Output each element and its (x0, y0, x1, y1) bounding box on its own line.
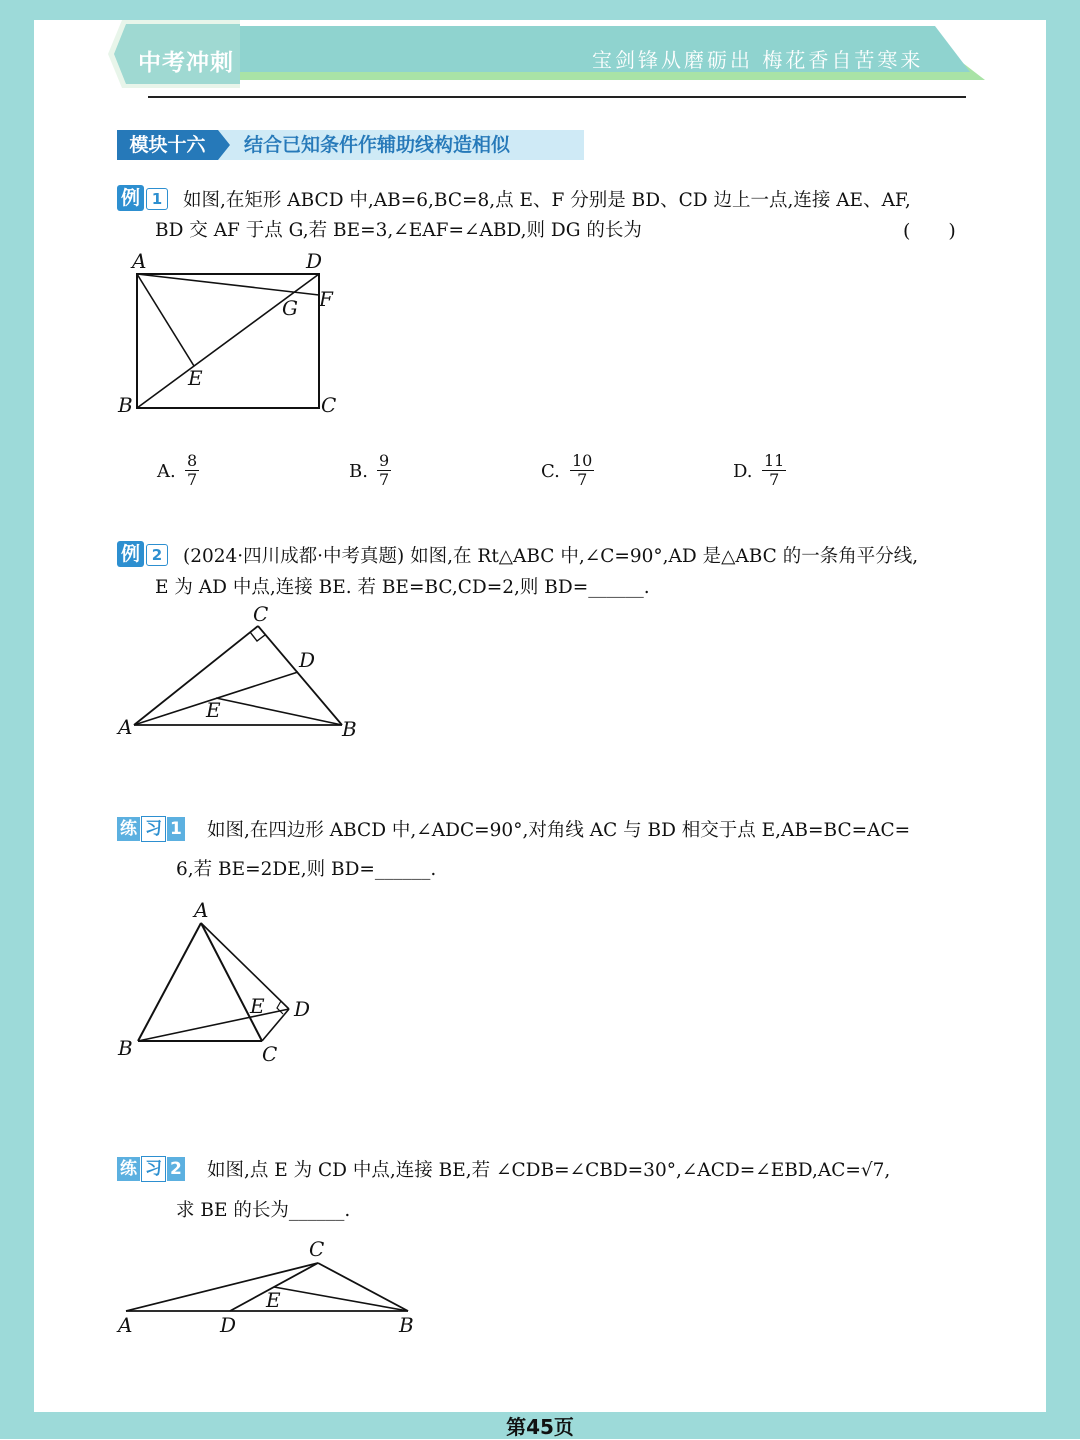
practice-badge-char2: 习 (141, 816, 166, 842)
practice-2-figure (110, 1236, 430, 1346)
segment-ac (126, 1263, 318, 1311)
example-badge-number: 2 (146, 544, 168, 566)
example-badge-label: 例 (117, 541, 144, 567)
fig1-label-g: G (282, 296, 298, 320)
fig4-label-d: D (220, 1313, 237, 1337)
practice-badge-char2: 习 (141, 1156, 166, 1182)
choice-a-numerator: 8 (187, 451, 198, 470)
fig3-label-c: C (262, 1042, 278, 1066)
choice-a-letter: A. (157, 461, 176, 482)
segment-ad (201, 923, 289, 1009)
example-2-badge (117, 541, 168, 567)
module-label: 模块十六 (117, 130, 218, 160)
example-2-text-line1: (2024·四川成都·中考真题) 如图,在 Rt△ABC 中,∠C=90°,AD 是△ABC 的一条角平分线, (183, 546, 919, 567)
practice-2-badge (117, 1155, 186, 1181)
practice-1-badge (117, 815, 186, 841)
header-banner-end (920, 26, 970, 72)
practice-badge-char1: 练 (117, 817, 140, 841)
segment-ac (201, 923, 262, 1041)
fig2-label-a: A (118, 715, 133, 739)
choice-c-fraction (570, 452, 594, 489)
practice-1-text-line1: 如图,在四边形 ABCD 中,∠ADC=90°,对角线 AC 与 BD 相交于点 E,AB=BC=AC= (207, 820, 911, 841)
practice-1-figure (110, 895, 330, 1075)
fig3-label-b: B (118, 1036, 133, 1060)
fig1-label-e: E (188, 366, 203, 390)
page-number: 第45页 (506, 1415, 574, 1439)
example-1-text-line2: BD 交 AF 于点 G,若 BE=3,∠EAF=∠ABD,则 DG 的长为 (155, 220, 642, 241)
choice-b-fraction (377, 452, 391, 489)
module-title: 结合已知条件作辅助线构造相似 (244, 134, 511, 156)
practice-2-text-line2: 求 BE 的长为______. (176, 1200, 351, 1221)
fig2-label-c: C (253, 602, 269, 626)
choice-b-letter: B. (349, 461, 368, 482)
diagonal-bd (137, 274, 319, 408)
fig1-label-a: A (132, 249, 147, 273)
right-angle-mark (250, 632, 265, 641)
practice-2-text-line1: 如图,点 E 为 CD 中点,连接 BE,若 ∠CDB=∠CBD=30°,∠ACD=∠EBD,AC=√7, (207, 1160, 891, 1181)
fig2-label-d: D (299, 648, 316, 672)
fig1-label-b: B (118, 393, 133, 417)
header-divider (148, 96, 966, 98)
choice-c-letter: C. (541, 461, 560, 482)
page-frame-left (0, 0, 34, 1439)
example-badge-label: 例 (117, 185, 144, 211)
segment-eb (274, 1287, 408, 1311)
fig2-label-b: B (342, 717, 357, 741)
example-2-text-line2: E 为 AD 中点,连接 BE. 若 BE=BC,CD=2,则 BD=______. (155, 577, 650, 598)
segment-ac (134, 626, 258, 725)
fig3-label-d: D (294, 997, 311, 1021)
practice-badge-number: 2 (167, 1157, 185, 1181)
page-frame-top (0, 0, 1080, 20)
choice-d-letter: D. (733, 461, 753, 482)
choice-b-denominator: 7 (379, 470, 390, 489)
fig4-label-a: A (118, 1313, 133, 1337)
example-1-text-line1: 如图,在矩形 ABCD 中,AB=6,BC=8,点 E、F 分别是 BD、CD 边上一点,连接 AE、AF, (183, 190, 911, 211)
fig4-label-e: E (266, 1288, 281, 1312)
choice-d-denominator: 7 (769, 470, 780, 489)
choice-d-fraction (762, 452, 786, 489)
example-1-answer-paren: ( ) (903, 220, 956, 242)
choice-d-numerator: 11 (764, 451, 785, 470)
choice-c-numerator: 10 (572, 451, 593, 470)
choice-c-denominator: 7 (577, 470, 588, 489)
fig4-label-b: B (399, 1313, 414, 1337)
header-motto: 宝剑锋从磨砺出 梅花香自苦寒来 (592, 48, 924, 72)
example-2-figure (110, 602, 370, 742)
example-1-figure (110, 248, 350, 423)
practice-badge-char1: 练 (117, 1157, 140, 1181)
fig1-label-f: F (319, 287, 333, 311)
choice-a-fraction (185, 452, 199, 489)
segment-cb (318, 1263, 408, 1311)
example-badge-number: 1 (146, 188, 168, 210)
fig2-label-e: E (206, 698, 221, 722)
fig1-label-c: C (321, 393, 337, 417)
choice-b-numerator: 9 (379, 451, 390, 470)
fig4-label-c: C (309, 1237, 325, 1261)
module-heading (117, 130, 584, 160)
fig1-label-d: D (306, 249, 323, 273)
example-1-badge (117, 185, 168, 211)
fig3-label-a: A (194, 898, 209, 922)
choice-a-denominator: 7 (187, 470, 198, 489)
fig3-label-e: E (250, 994, 265, 1018)
header-title: 中考冲刺 (138, 50, 234, 76)
page-frame-right (1046, 0, 1080, 1439)
segment-ae (137, 274, 194, 366)
segment-af (137, 274, 319, 295)
segment-ab (138, 923, 201, 1041)
practice-badge-number: 1 (167, 817, 185, 841)
module-arrow (218, 130, 230, 160)
practice-1-text-line2: 6,若 BE=2DE,则 BD=______. (176, 859, 437, 880)
